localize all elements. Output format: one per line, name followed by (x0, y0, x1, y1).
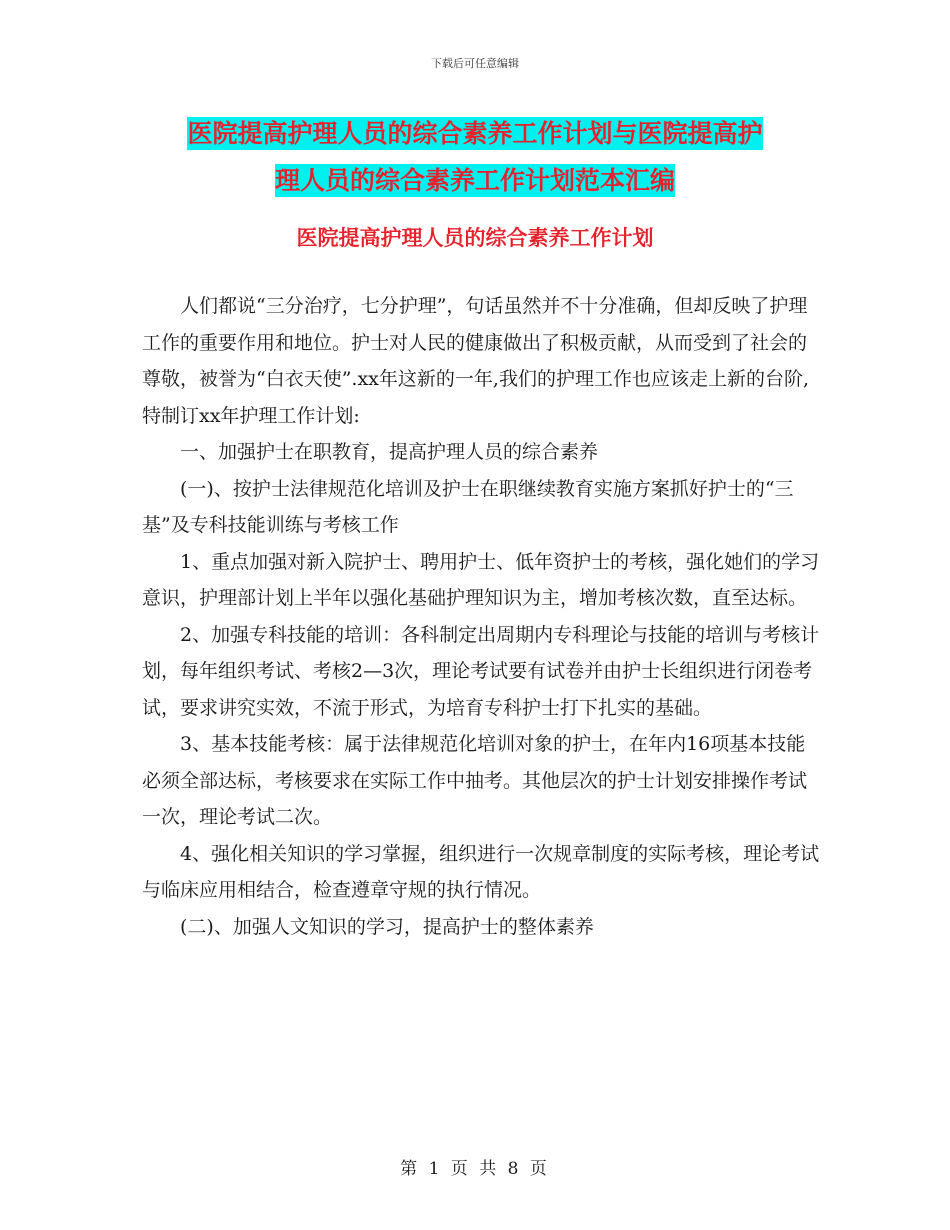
paragraph-intro: 人们都说“三分治疗，七分护理”，句话虽然并不十分准确，但却反映了护理工作的重要作用和地位。护士对人民的健康做出了积极贡献，从而受到了社会的尊敬，被誉为“白衣天使”.xx年这新的一年,我们的护理工作也应该走上新的台阶,特制订xx年护理工作计划: (142, 295, 809, 427)
paragraph-item-3: 3、基本技能考核：属于法律规范化培训对象的护士，在年内16项基本技能必须全部达标，考核要求在实际工作中抽考。其他层次的护士计划安排操作考试一次，理论考试二次。 (142, 733, 808, 828)
document-title (0, 110, 950, 204)
page-number: 第 1 页 共 8 页 (400, 1159, 550, 1179)
paragraph-item-1: 1、重点加强对新入院护士、聘用护士、低年资护士的考核，强化她们的学习意识，护理部计划上半年以强化基础护理知识为主，增加考核次数，直至达标。 (142, 550, 820, 609)
document-body (142, 288, 822, 945)
heading-section-1: 一、加强护士在职教育，提高护理人员的综合素养 (180, 441, 599, 463)
section-title: 医院提高护理人员的综合素养工作计划 (296, 226, 654, 250)
paragraph-item-2: 2、加强专科技能的培训：各科制定出周期内专科理论与技能的培训与考核计划，每年组织考试、考核2—3次，理论考试要有试卷并由护士长组织进行闭卷考试，要求讲究实效，不流于形式，为培育专科护士打下扎实的基础。 (142, 623, 820, 719)
heading-subsection-1: (一)、按护士法律规范化培训及护士在职继续教育实施方案抓好护士的“三基”及专科技能训练与考核工作 (142, 477, 794, 536)
title-line-1: 医院提高护理人员的综合素养工作计划与医院提高护 (187, 119, 763, 148)
title-line-2: 理人员的综合素养工作计划范本汇编 (274, 166, 675, 195)
header-note: 下载后可任意编辑 (431, 57, 519, 70)
paragraph-item-4: 4、强化相关知识的学习掌握，组织进行一次规章制度的实际考核，理论考试与临床应用相结合，检查遵章守规的执行情况。 (142, 842, 820, 901)
heading-subsection-2: (二)、加强人文知识的学习，提高护士的整体素养 (180, 915, 594, 938)
